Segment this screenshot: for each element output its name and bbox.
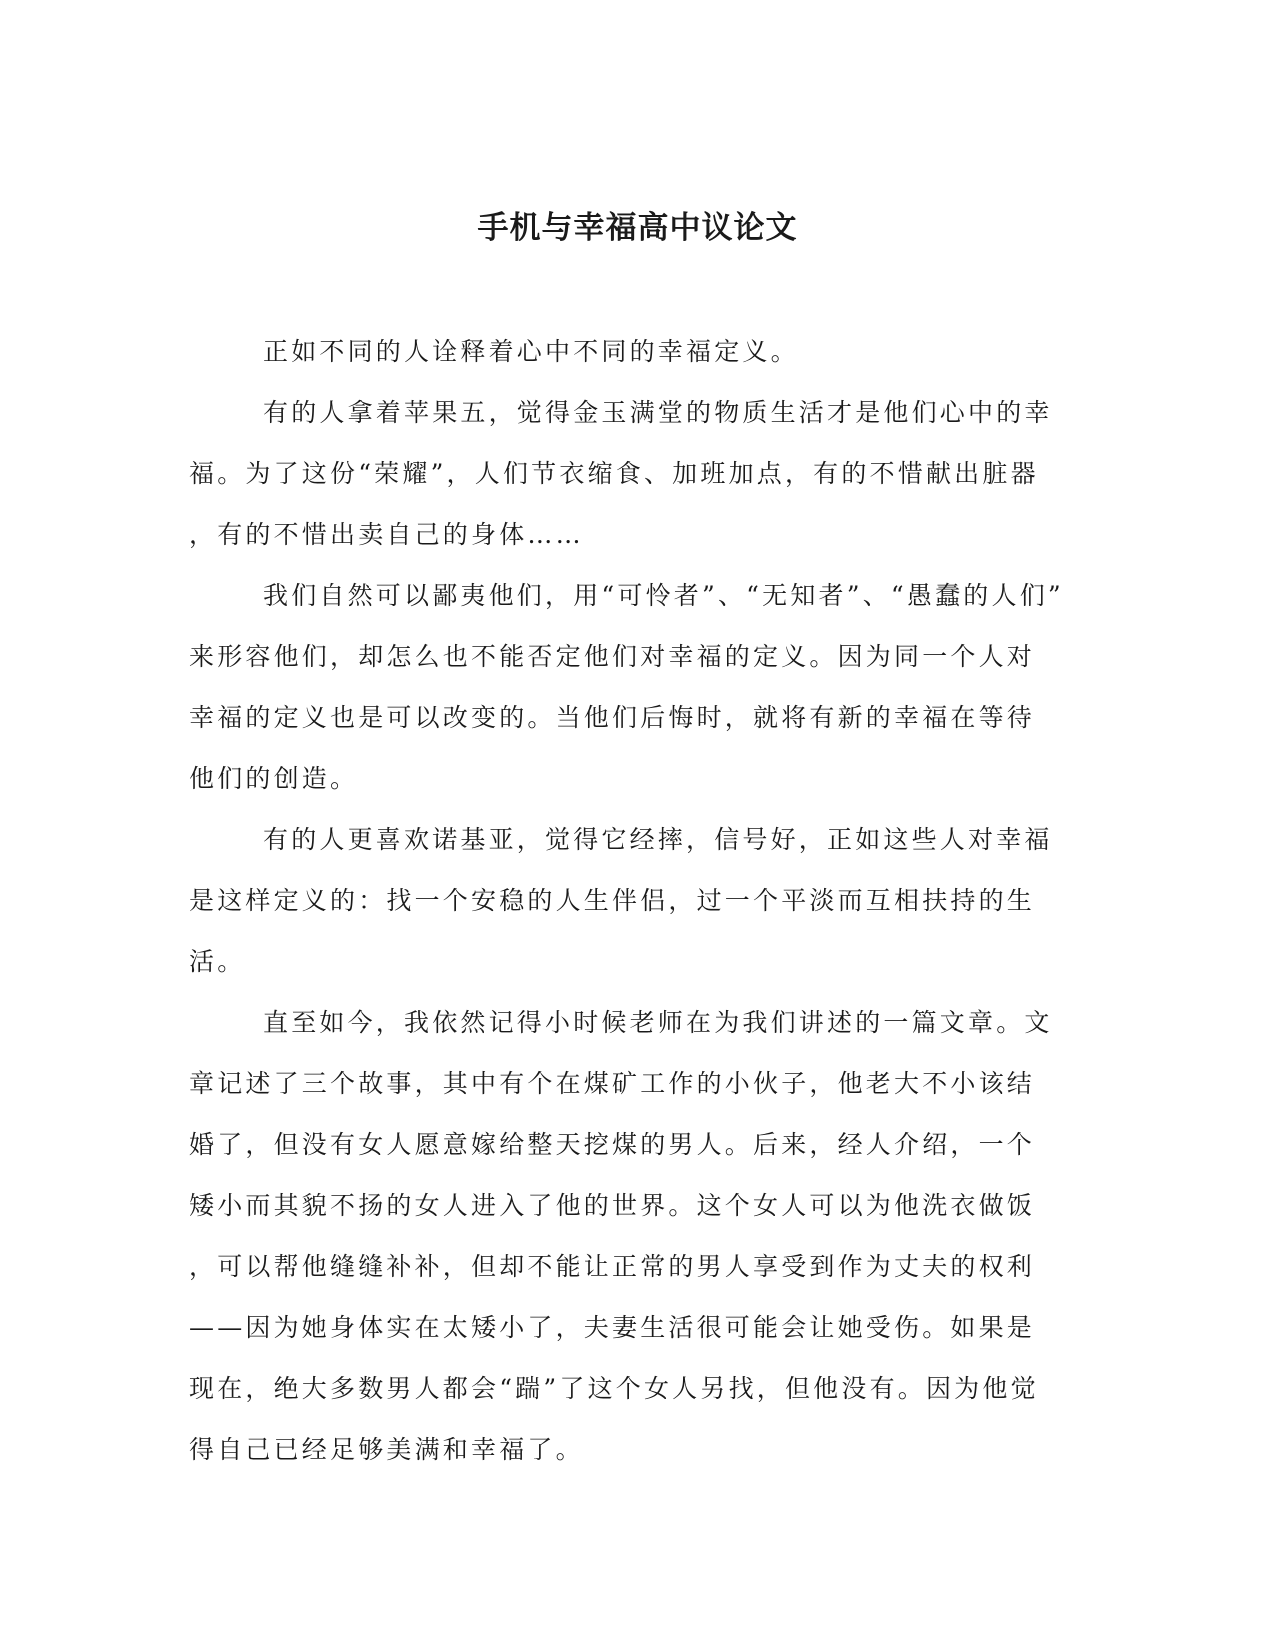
text-line: 有的人拿着苹果五，觉得金玉满堂的物质生活才是他们心中的幸 [263, 398, 1053, 427]
text-line: 来形容他们，却怎么也不能否定他们对幸福的定义。因为同一个人对 [189, 642, 1036, 671]
text-line: 得自己已经足够美满和幸福了。 [189, 1435, 584, 1464]
text-line: ——因为她身体实在太矮小了，夫妻生活很可能会让她受伤。如果是 [189, 1313, 1036, 1342]
text-line: 婚了，但没有女人愿意嫁给整天挖煤的男人。后来，经人介绍，一个 [189, 1130, 1036, 1159]
text-line: ，可以帮他缝缝补补，但却不能让正常的男人享受到作为丈夫的权利 [189, 1252, 1036, 1281]
document-title: 手机与幸福高中议论文 [477, 210, 798, 246]
document-body [189, 327, 1073, 1486]
text-line: 福。为了这份“荣耀”，人们节衣缩食、加班加点，有的不惜献出脏器 [189, 459, 1039, 488]
text-line: 矮小而其貌不扬的女人进入了他的世界。这个女人可以为他洗衣做饭 [189, 1191, 1036, 1220]
text-line: 他们的创造。 [189, 764, 359, 793]
text-line: 活。 [189, 947, 246, 976]
text-line: 现在，绝大多数男人都会“踹”了这个女人另找，但他没有。因为他觉 [189, 1374, 1039, 1403]
text-line: 直至如今，我依然记得小时候老师在为我们讲述的一篇文章。文 [263, 1008, 1053, 1037]
text-line: 我们自然可以鄙夷他们，用“可怜者”、“无知者”、“愚蠢的人们” [263, 581, 1064, 610]
text-line: 章记述了三个故事，其中有个在煤矿工作的小伙子，他老大不小该结 [189, 1069, 1036, 1098]
text-line: 幸福的定义也是可以改变的。当他们后悔时，就将有新的幸福在等待 [189, 703, 1036, 732]
text-line: 是这样定义的：找一个安稳的人生伴侣，过一个平淡而互相扶持的生 [189, 886, 1036, 915]
text-line: ，有的不惜出卖自己的身体…… [189, 520, 584, 549]
text-line: 有的人更喜欢诺基亚，觉得它经摔，信号好，正如这些人对幸福 [263, 825, 1053, 854]
text-line: 正如不同的人诠释着心中不同的幸福定义。 [263, 337, 799, 366]
